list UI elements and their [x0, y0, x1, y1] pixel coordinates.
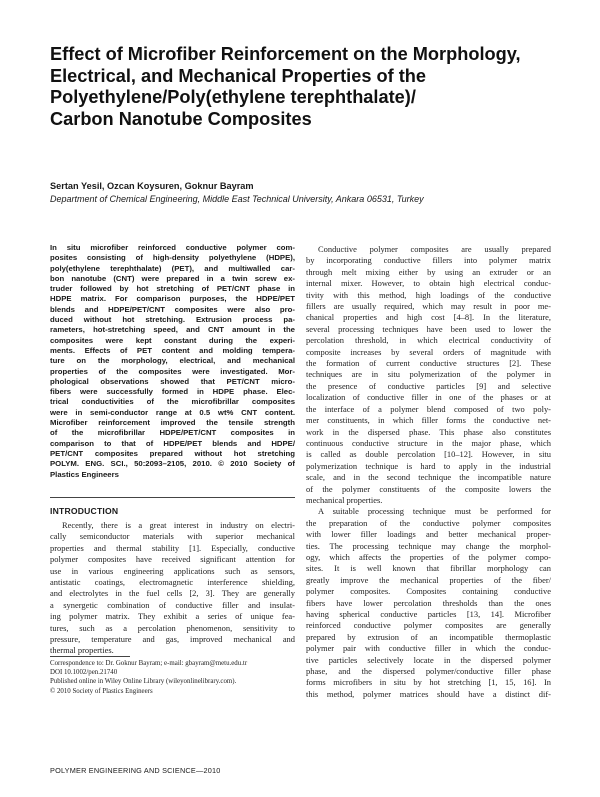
body-line: of the polymer constituents of the composite lowers the	[306, 483, 551, 494]
abstract-line: bon nanotube (CNT) were prepared in a twin screw ex-	[50, 273, 295, 283]
footnote-copyright: © 2010 Society of Plastics Engineers	[50, 687, 153, 695]
body-line: phase, and the dispersed polymer/conductive filler phase	[306, 666, 551, 677]
abstract-line: Plastics Engineers	[50, 469, 119, 479]
title-line: Carbon Nanotube Composites	[50, 108, 312, 129]
body-line: through melt mixing either by using an extruder or an	[306, 266, 551, 277]
body-line: polymer pair with conductive filler in which the conduc-	[306, 643, 551, 654]
abstract-line: rameters, hot-stretching speed, and CNT amount in the	[50, 325, 295, 335]
abstract-line: ture on the morphology, electrical, and mechanical	[50, 356, 295, 366]
author-list: Sertan Yesil, Ozcan Koysuren, Goknur Bayram	[50, 181, 254, 191]
footnote-correspondence: Correspondence to: Dr. Goknur Bayram; e-mail: gbayram@metu.edu.tr	[50, 660, 248, 667]
body-line: mechanical properties.	[306, 494, 383, 505]
body-line: continuous conductive structure in the major phase, which	[306, 437, 551, 448]
abstract-line: composites were kept constant during the experi-	[50, 335, 295, 345]
right-column-body	[306, 244, 551, 700]
abstract-line: duced without hot stretching. Extrusion process pa-	[50, 315, 295, 325]
body-line: having spherical conductive particles [13, 14]. Microfiber	[306, 609, 551, 619]
body-line: work in the dispersed phase. This phase also constitutes	[306, 426, 551, 437]
body-line: sites. It is well known that fibrillar morphology can	[306, 563, 551, 574]
footnote-doi: DOI 10.1002/pen.21740	[50, 669, 118, 677]
body-line: percolation threshold, in which electrical conductivity of	[306, 335, 551, 346]
title-line: Polyethylene/Poly(ethylene terephthalate)/	[50, 87, 416, 107]
body-line: composite increases by several orders of magnitude with	[306, 346, 551, 357]
section-heading-introduction: INTRODUCTION	[50, 506, 119, 516]
journal-footer: POLYMER ENGINEERING AND SCIENCE—2010	[50, 766, 221, 775]
body-line: tures, such as a percolation phenomenon, sensitivity to	[50, 622, 295, 633]
body-line: scale, and in the second technique the incompatible nature	[306, 472, 551, 483]
abstract-line: HDPE matrix. For comparison purposes, the HDPE/PET	[50, 294, 295, 304]
body-line: with lower filler loadings and better mechanical proper-	[306, 529, 551, 540]
body-line: fillers are usually required, which may result in poor me-	[306, 301, 551, 312]
body-line: is called as double percolation [10–12]. However, in situ	[306, 449, 551, 460]
left-column-body	[50, 520, 295, 657]
body-line: several processing techniques have been used to lower the	[306, 323, 551, 334]
body-line: prepared by extrusion of an incompatible thermoplastic	[306, 631, 551, 642]
body-line: ties. The processing technique may change the morphol-	[306, 540, 551, 551]
body-line: ing polymer matrix. They exhibit a series of unique fea-	[50, 611, 295, 622]
body-line: internal mixer. However, to obtain high electrical conduc-	[306, 278, 551, 289]
body-line: this method, polymer matrices should have a distinct dif-	[306, 688, 551, 699]
footnote	[50, 659, 295, 696]
body-line: by incorporating conductive fillers into polymer matrix	[306, 255, 551, 266]
title-line: Electrical, and Mechanical Properties of the	[50, 65, 426, 86]
body-line: and electrolytes in the fuel cells [2, 3]. They are generally	[50, 588, 295, 599]
abstract-line: PET/CNT composites prepared without hot stretching	[50, 448, 295, 458]
body-line: antistatic coatings, electromagnetic interference shielding,	[50, 577, 295, 588]
body-line: a synergetic combination of conductive filler and insulat-	[50, 599, 295, 610]
abstract-line: poly(ethylene terephthalate) (PET), and multiwalled car-	[50, 263, 295, 273]
abstract-line: blends and HDPE/PET/CNT composites were also pro-	[50, 304, 295, 314]
body-line: the presence of conductive particles [9] and selective	[306, 380, 551, 391]
body-line: chanical properties and high cost [4–8]. In the literature,	[306, 312, 551, 323]
body-line: pressure, temperature and gas, improved mechanical and	[50, 634, 295, 645]
body-line: mer constituents, in which filler forms the conductive net-	[306, 415, 551, 426]
abstract-line: POLYM. ENG. SCI., 50:2093–2105, 2010. © 2010 Society of	[50, 459, 295, 469]
body-line: greatly improve the mechanical properties of the fiber/	[306, 574, 551, 585]
abstract-line: ments. Effects of PET content and molding tempera-	[50, 345, 295, 355]
body-line: fibers have lower percolation thresholds than the ones	[306, 597, 551, 608]
abstract-line: comparison to that of HDPE/PET blends and HDPE/	[50, 438, 295, 448]
abstract-line: fibers were successfully formed in HDPE phase. Elec-	[50, 387, 295, 397]
body-line: polymer composites. Composites containing conductive	[306, 586, 551, 597]
abstract-line: properties of the composites were investigated. Mor-	[50, 366, 295, 376]
abstract-line: In situ microfiber reinforced conductive polymer com-	[50, 243, 295, 252]
abstract-line: truder followed by hot stretching of PET/CNT phase in	[50, 284, 295, 294]
abstract	[50, 243, 295, 480]
footnote-published: Published online in Wiley Online Library (wileyonlinelibrary.com).	[50, 678, 237, 686]
body-line: cally semiconductor materials with superior mechanical	[50, 531, 295, 542]
body-line: polymerization technique is hard to apply in the industrial	[306, 460, 551, 471]
body-line: ogy, which affects the properties of the polymer compo-	[306, 551, 551, 562]
body-line: properties and thermal stability [1]. Especially, conductive	[50, 542, 295, 553]
body-line: Recently, there is a great interest in industry on electri-	[62, 520, 295, 530]
body-line: Conductive polymer composites are usually prepared	[318, 244, 551, 254]
body-line: thermal properties.	[50, 645, 114, 656]
abstract-line: phological observations showed that PET/CNT micro-	[50, 376, 295, 386]
abstract-line: Microfiber reinforcement improved the tensile strength	[50, 418, 295, 428]
body-line: localization of conductive filler in one of the phases or at	[306, 392, 551, 403]
body-line: the preparation of the conductive polymer composites	[306, 517, 551, 528]
body-line: tivity with this method, high loadings of the conductive	[306, 289, 551, 300]
abstract-line: posites consisting of high-density polyethylene (HDPE),	[50, 253, 295, 263]
body-line: tive particles selectively locate in the dispersed polymer	[306, 654, 551, 665]
abstract-line: trical conductivities of the microfibrillar composites	[50, 397, 295, 407]
abstract-line: of the microfibrillar HDPE/PET/CNT composites in	[50, 428, 295, 438]
footnote-rule	[50, 656, 130, 657]
body-line: the interface of a polymer blend composed of two poly-	[306, 403, 551, 414]
abstract-line: were in semi-conductor range at 0.5 wt% CNT content.	[50, 407, 295, 417]
paper-title	[50, 44, 570, 130]
body-line: forms microfibers in situ by hot stretching [1, 15, 16]. In	[306, 677, 551, 688]
abstract-rule	[50, 497, 295, 498]
body-line: reinforced conductive polymer composites are generally	[306, 620, 551, 631]
body-line: the formation of current conductive structures [2]. These	[306, 358, 551, 369]
body-line: techniques are in situ polymerization of the polymer in	[306, 369, 551, 380]
body-line: A suitable processing technique must be performed for	[318, 506, 551, 517]
body-line: use in various engineering applications such as sensors,	[50, 565, 295, 576]
affiliation: Department of Chemical Engineering, Middle East Technical University, Ankara 06531, Turkey	[50, 194, 424, 204]
body-line: polymer composites have received significant attention for	[50, 554, 295, 565]
title-line: Effect of Microfiber Reinforcement on the Morphology,	[50, 44, 521, 64]
